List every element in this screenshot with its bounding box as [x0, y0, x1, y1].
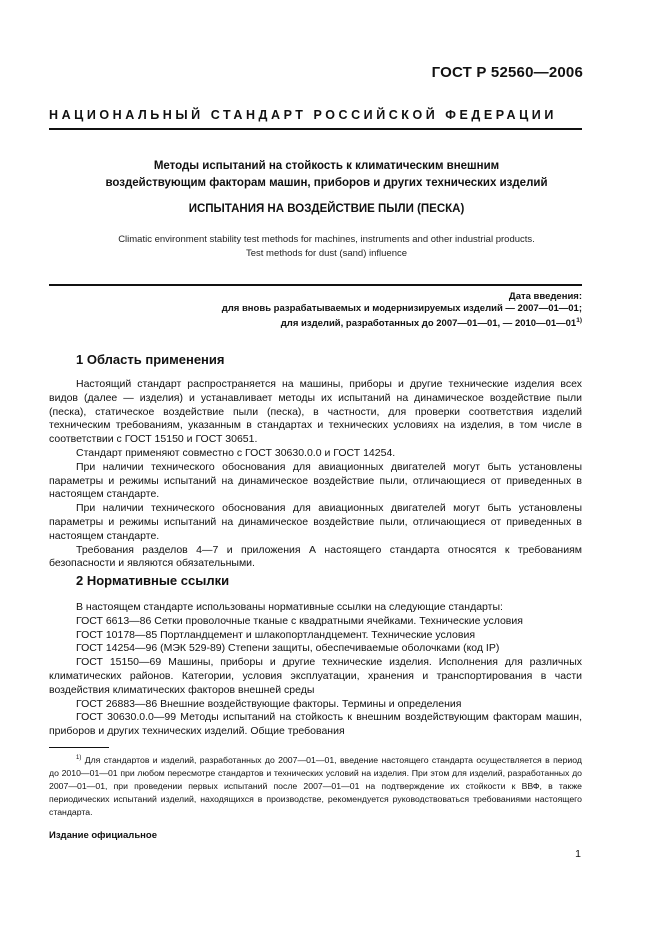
reference-item: ГОСТ 10178—85 Портландцемент и шлакопортландцемент. Технические условия — [76, 628, 476, 641]
middle-divider — [49, 284, 582, 286]
section-2-heading: 2 Нормативные ссылки — [76, 573, 230, 588]
paragraph: Настоящий стандарт распространяется на машины, приборы и другие технические изделия всех видов (далее — изделия) и устанавливает методы их испытаний на динамическое воздействие пыли (песка), статическое воздействие пыли (песка), в частности, для проверки соответствия изделий техническим требованиям, указанным в стандартах и технических условиях на изделия, в том числе в соответствии с ГОСТ 15150 и ГОСТ 30651. — [49, 378, 582, 446]
document-title — [60, 158, 593, 192]
paragraph: При наличии технического обоснования для авиационных двигателей могут быть установлены параметры и режимы испытаний на динамическое воздействие пыли, отличающиеся от приведенных в настоящем стандарте. — [49, 460, 582, 501]
gost-code: ГОСТ Р 52560—2006 — [431, 64, 583, 81]
footnote-divider — [49, 747, 109, 748]
introduction-line-2-text: для изделий, разработанных до 2007—01—01, — 2010—01—01 — [280, 318, 577, 330]
introduction-date-block — [222, 291, 582, 330]
top-divider — [49, 128, 582, 130]
reference-item: ГОСТ 30630.0.0—99 Методы испытаний на стойкость к внешним воздействующим факторам машин, приборов и других технических изделий. Общие требования — [49, 711, 582, 738]
document-subtitle: ИСПЫТАНИЯ НА ВОЗДЕЙСТВИЕ ПЫЛИ (ПЕСКА) — [188, 203, 465, 215]
paragraph: В настоящем стандарте использованы нормативные ссылки на следующие стандарты: — [76, 601, 503, 613]
english-title-line-1: Climatic environment stability test methods for machines, instruments and other industrial products. — [118, 234, 535, 245]
footnote-text: Для стандартов и изделий, разработанных до 2007—01—01, введение настоящего стандарта осуществляется в период до 2010—01—01 при любом пересмотре стандартов и технических условий на изделия. При этом для изделий, разработанных до 2007—01—01, при проведении первых испытаний после 2007—01—01 на подтверждение их стойкости к ВВФ, в также периодических испытаний изделий, находящихся в производстве, рекомендуется руководствоваться требованиями настоящего стандарта. — [49, 754, 582, 817]
reference-item: ГОСТ 14254—96 (МЭК 529-89) Степени защиты, обеспечиваемые оболочками (код IP) — [76, 642, 500, 655]
english-title — [60, 233, 593, 261]
english-title-line-2: Test methods for dust (sand) influence — [245, 248, 408, 259]
paragraph: При наличии технического обоснования для авиационных двигателей могут быть установлены параметры и режимы испытаний на динамическое воздействие пыли, отличающиеся от приведенных в настоящем стандарте. — [49, 502, 582, 542]
title-line-2: воздействующим факторам машин, приборов и других технических изделий — [105, 177, 548, 189]
paragraph: Стандарт применяют совместно с ГОСТ 30630.0.0 и ГОСТ 14254. — [76, 446, 396, 459]
footnote-text-block — [49, 752, 582, 818]
section-1-heading: 1 Область применения — [76, 352, 225, 367]
introduction-label: Дата введения: — [508, 291, 582, 302]
section-1-body — [49, 378, 582, 571]
national-standard-heading: НАЦИОНАЛЬНЫЙ СТАНДАРТ РОССИЙСКОЙ ФЕДЕРАЦИИ — [49, 108, 557, 122]
section-2-body — [49, 601, 582, 739]
reference-item: ГОСТ 6613—86 Сетки проволочные тканые с квадратными ячейками. Технические условия — [76, 614, 523, 627]
paragraph: Требования разделов 4—7 и приложения А настоящего стандарта относятся к требованиям безопасности и являются обязательными. — [49, 543, 582, 570]
footnote-mark: 1) — [76, 755, 82, 761]
title-line-1: Методы испытаний на стойкость к климатическим внешним — [153, 160, 500, 172]
edition-note: Издание официальное — [49, 830, 157, 841]
introduction-line-2 — [222, 315, 582, 330]
introduction-line-1: для вновь разрабатываемых и модернизируемых изделий — 2007—01—01; — [221, 303, 582, 314]
reference-item: ГОСТ 15150—69 Машины, приборы и другие технические изделия. Исполнения для различных климатических районов. Категории, условия эксплуатации, хранения и транспортирования в части воздействия климатических факторов внешней среды — [49, 656, 582, 696]
footnote-reference: 1) — [576, 317, 582, 324]
footnote — [49, 752, 582, 818]
reference-item: ГОСТ 26883—86 Внешние воздействующие факторы. Термины и определения — [76, 697, 462, 710]
page-number: 1 — [575, 848, 581, 860]
